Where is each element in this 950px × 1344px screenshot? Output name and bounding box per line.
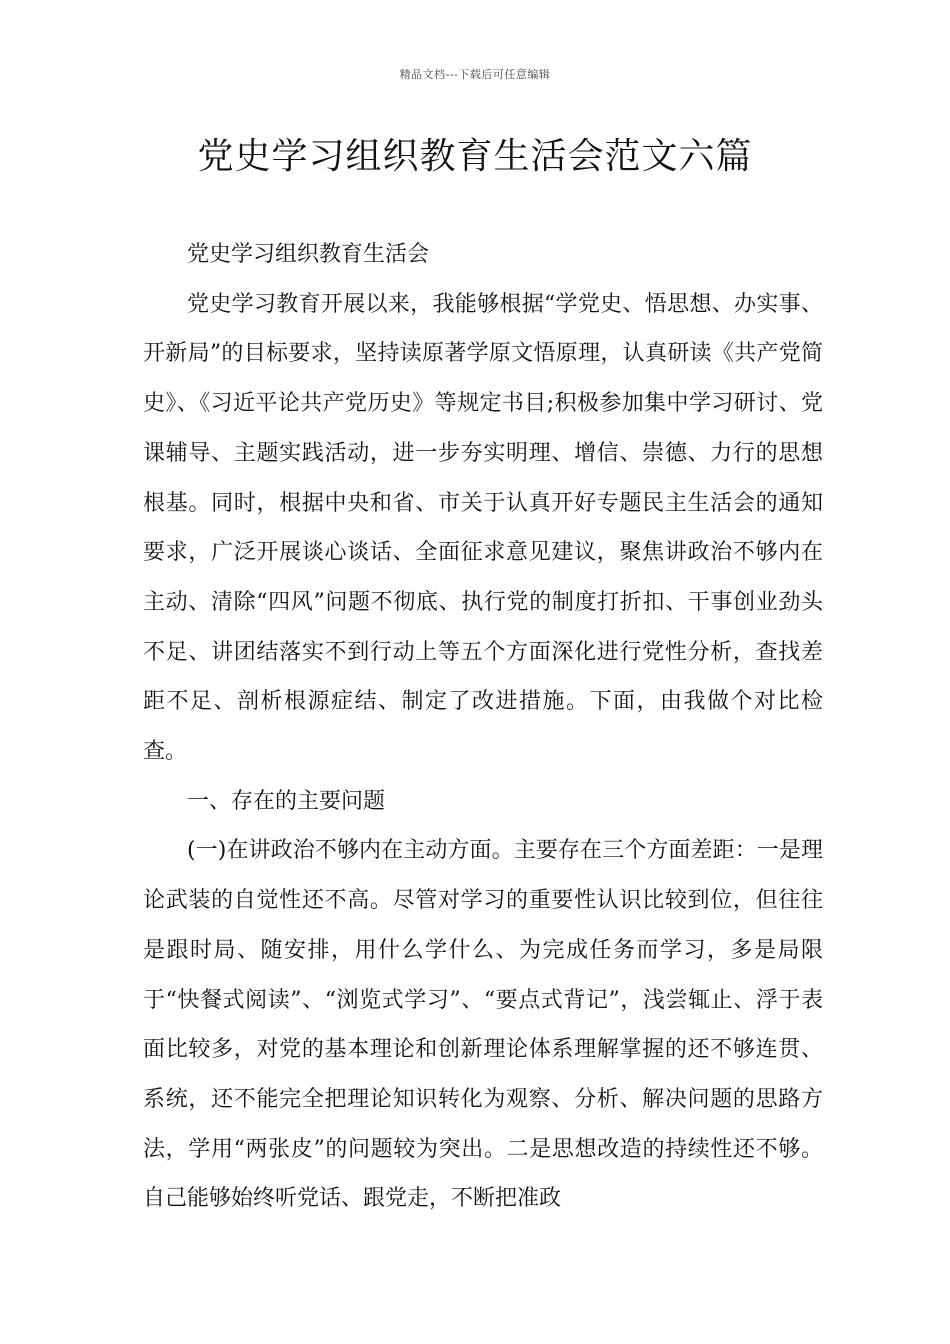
header-note: 精品文档---下载后可任意编辑 <box>399 68 551 81</box>
body-paragraph: 党史学习教育开展以来，我能够根据“学党史、悟思想、办实事、开新局”的目标要求，坚持读原著学原文悟原理，认真研读《共产党简史》、《习近平论共产党历史》等规定书目;积极参加集中学习研讨、党课辅导、主题实践活动，进一步夯实明理、增信、崇德、力行的思想根基。同时，根据中央和省、市关于认真开好专题民主生活会的通知要求，广泛开展谈心谈话、全面征求意见建议，聚焦讲政治不够内在主动、清除“四风”问题不彻底、执行党的制度打折扣、干事创业劲头不足、讲团结落实不到行动上等五个方面深化进行党性分析，查找差距不足、剖析根源症结、制定了改进措施。下面，由我做个对比检查。 <box>143 291 823 765</box>
document-title: 党史学习组织教育生活会范文六篇 <box>197 136 753 177</box>
section-heading: 一、存在的主要问题 <box>187 788 386 814</box>
section-heading: 党史学习组织教育生活会 <box>187 242 430 267</box>
document-body <box>143 230 823 1224</box>
body-paragraph: (一)在讲政治不够内在主动方面。主要存在三个方面差距：一是理论武装的自觉性还不高。尽管对学习的重要性认识比较到位，但往往是跟时局、随安排，用什么学什么、为完成任务而学习，多是局限于“快餐式阅读”、“浏览式学习”、“要点式背记”，浅尝辄止、浮于表面比较多，对党的基本理论和创新理论体系理解掌握的还不够连贯、系统，还不能完全把理论知识转化为观察、分析、解决问题的思路方法，学用“两张皮”的问题较为突出。二是思想改造的持续性还不够。自己能够始终听党话、跟党走，不断把准政 <box>143 838 823 1212</box>
